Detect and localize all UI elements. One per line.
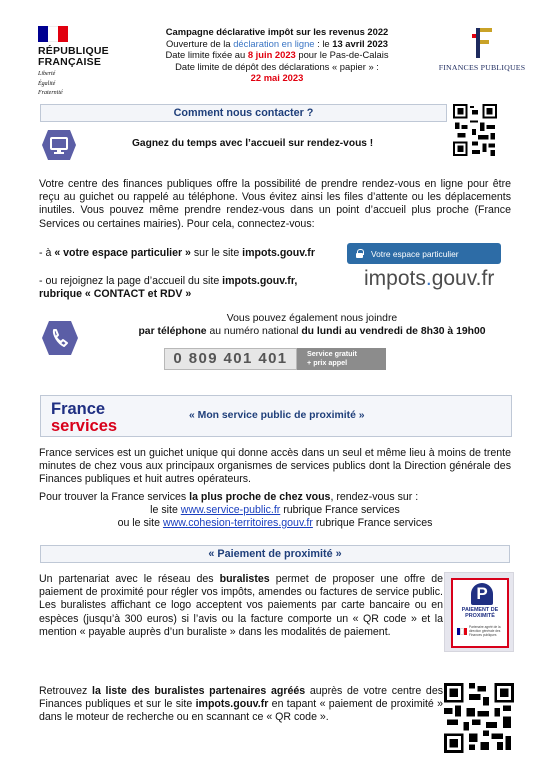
- qr-code-graphic: [444, 683, 514, 753]
- find-pre: Pour trouver la France services: [39, 491, 190, 503]
- site1-post: rubrique France services: [280, 504, 400, 516]
- france-services-banner: [40, 395, 512, 437]
- campaign-title: Campagne déclarative impôt sur les revenus 2022: [165, 26, 389, 37]
- france-services-logo: [51, 401, 117, 435]
- find-bold: la plus proche de chez vous: [189, 491, 331, 503]
- line-a-site: impots.gouv.fr: [242, 247, 315, 259]
- deadline-date: 8 juin 2023: [247, 49, 296, 61]
- payment-paragraph-1: [39, 573, 443, 639]
- paper-date: 22 mai 2023: [250, 72, 304, 84]
- impots-logo-part1: impots: [364, 267, 426, 290]
- badge-letter: P: [471, 583, 493, 605]
- finances-publiques-logo: [432, 26, 532, 72]
- phone-mid: au numéro national: [206, 326, 302, 338]
- find-post: , rendez-vous sur :: [330, 491, 419, 503]
- french-flag-icon: [38, 26, 68, 42]
- contact-section-title: Comment nous contacter ?: [40, 104, 447, 122]
- opening-line: [138, 38, 416, 50]
- phone-tag: [297, 348, 386, 370]
- impots-logo-dot: .: [425, 267, 432, 290]
- phone-number-banner[interactable]: [164, 348, 386, 370]
- rf-title-line2: FRANÇAISE: [38, 56, 102, 68]
- paiement-proximite-badge: [444, 572, 514, 652]
- service-public-link[interactable]: www.service-public.fr: [180, 504, 281, 516]
- phone-tag-line1: Service gratuit: [307, 349, 357, 358]
- espace-particulier-line: [39, 247, 315, 259]
- badge-inner: [451, 578, 509, 648]
- deadline-line: [138, 49, 416, 61]
- qr-code-graphic: [453, 104, 497, 156]
- espace-particulier-label: Votre espace particulier: [371, 248, 459, 259]
- qr-code-icon: [444, 683, 514, 753]
- phone-hours: du lundi au vendredi de 8h30 à 19h00: [301, 326, 486, 338]
- phone-icon: [40, 318, 80, 358]
- line-b-pre: - ou rejoignez la page d’accueil du site: [39, 275, 223, 287]
- rdv-headline: Gagnez du temps avec l’accueil sur rendez-vous !: [132, 138, 374, 149]
- impots-gouv-logo[interactable]: [364, 267, 494, 291]
- rdv-paragraph: Votre centre des finances publiques offre la possibilité de prendre rendez-vous en ligne pour être reçu au guichet ou rappelé au téléphone. Vous évitez ainsi les files d’attente ou les déplacements inutiles. Vous pouvez même prendre rendez-vous dans un point d’accueil plus proche (France Services ou certaines mairies). Pour cela, connectez-vous:: [39, 178, 511, 230]
- fs-logo-line1: France: [51, 400, 106, 418]
- rf-motto-liberte: Liberté: [38, 71, 56, 77]
- phone-tag-line2: + prix appel: [307, 357, 348, 367]
- opening-mid: : le: [314, 37, 333, 49]
- p2-mid: auprès de votre centre des Finances publiques et sur le site: [39, 685, 444, 711]
- p2-post: en tapant « paiement de proximité » dans le moteur de recherche ou en scannant ce « QR code ».: [39, 698, 443, 724]
- site-links: [39, 504, 511, 530]
- accueil-line: [39, 275, 297, 301]
- france-services-paragraph: France services est un guichet unique qui donne accès dans un seul et même lieu à moins de trente minutes de chez vous aux principaux organismes de services publics dont la Direction générale des Finances publiques et huit autres opérateurs.: [39, 447, 511, 486]
- rf-motto-fraternite: Fraternité: [38, 90, 63, 96]
- badge-title: PAIEMENT DE PROXIMITÉ: [461, 607, 499, 619]
- site2-pre: ou le site: [117, 516, 163, 529]
- phone-text: [104, 312, 520, 339]
- lock-icon: [355, 249, 364, 258]
- phone-line1: Vous pouvez également nous joindre: [226, 313, 398, 324]
- rf-title-line1: RÉPUBLIQUE: [38, 45, 109, 57]
- finances-publiques-text: FINANCES PUBLIQUES: [438, 63, 526, 72]
- fs-logo-line2: services: [51, 417, 118, 435]
- line-a-bold: « votre espace particulier »: [54, 247, 191, 259]
- line-a-mid: sur le site: [190, 247, 243, 259]
- badge-small-text: Partenaire agréé de la direction générale des Finances publiques: [469, 625, 501, 637]
- campaign-header: [138, 26, 416, 84]
- qr-code-icon: [453, 104, 497, 156]
- badge-flag-icon: [457, 628, 467, 635]
- payment-section-title: « Paiement de proximité »: [40, 545, 510, 563]
- impots-logo-part2: gouv.fr: [431, 267, 495, 290]
- finances-publiques-mark-icon: [468, 26, 496, 60]
- line-a-pre: - à: [39, 247, 55, 259]
- line-b-rubrique: rubrique « CONTACT et RDV »: [39, 288, 192, 301]
- opening-link[interactable]: déclaration en ligne: [233, 37, 315, 49]
- france-services-title: « Mon service public de proximité »: [189, 410, 365, 421]
- p1-bold: buralistes: [219, 573, 270, 585]
- deadline-post: pour le Pas-de-Calais: [295, 49, 389, 61]
- cohesion-territoires-link[interactable]: www.cohesion-territoires.gouv.fr: [162, 516, 313, 529]
- phone-bold1: par téléphone: [138, 326, 207, 338]
- p1-pre: Un partenariat avec le réseau des: [39, 573, 220, 585]
- p1-post: permet de proposer une offre de paiement de proximité pour régler vos impôts, amendes ou factures de service public. Les buralistes affichant ce logo acceptent vos paiements par carte bancaire ou en espèces (jusqu’à 300 euros) si l’avis ou la facture comporte un « QR code » et la mention « payable auprès d’un buraliste » dans les modalités de paiement.: [39, 573, 443, 638]
- phone-number: 0 809 401 401: [164, 348, 297, 370]
- opening-pre: Ouverture de la: [165, 37, 234, 49]
- p2-pre: Retrouvez: [39, 685, 92, 697]
- find-line: [39, 491, 511, 504]
- paper-line: Date limite de dépôt des déclarations « papier » :: [175, 60, 379, 72]
- republique-francaise-logo: [38, 26, 128, 97]
- p2-site: impots.gouv.fr: [195, 698, 269, 711]
- line-b-site: impots.gouv.fr,: [222, 275, 298, 287]
- payment-paragraph-2: [39, 685, 443, 725]
- monitor-icon: [40, 128, 78, 162]
- deadline-pre: Date limite fixée au: [165, 49, 248, 61]
- espace-particulier-button[interactable]: [347, 243, 501, 264]
- p2-bold: la liste des buralistes partenaires agréés: [92, 685, 306, 697]
- site2-post: rubrique France services: [312, 516, 433, 529]
- rf-motto-egalite: Égalité: [38, 80, 56, 87]
- site1-pre: le site: [150, 504, 181, 516]
- opening-date: 13 avril 2023: [332, 37, 389, 49]
